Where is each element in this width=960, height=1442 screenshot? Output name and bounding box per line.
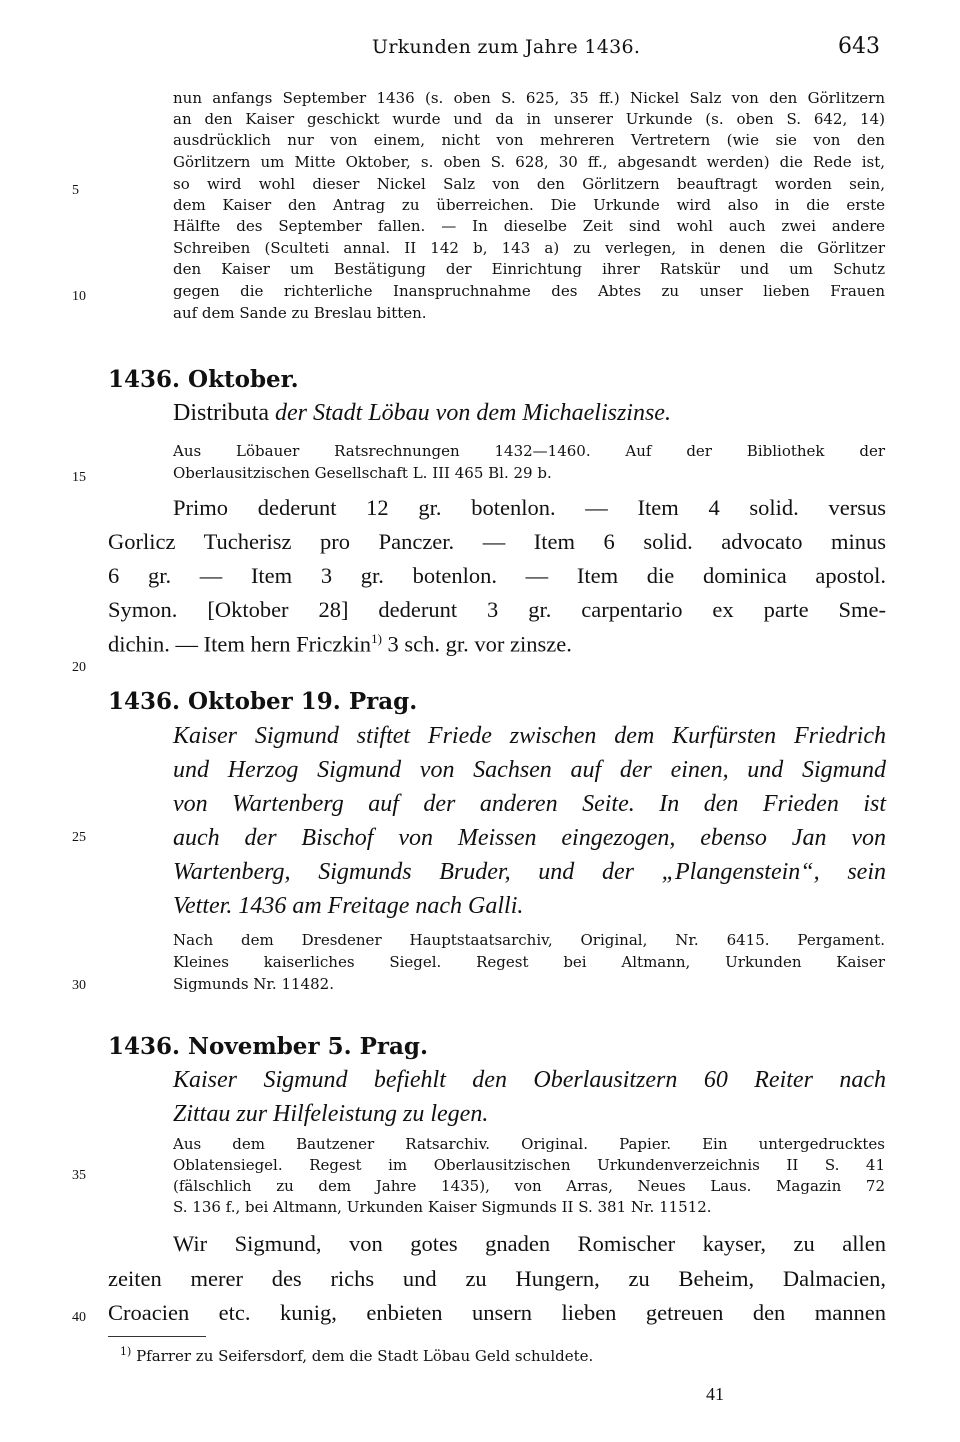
source-note: S. 136 f., bei Altmann, Urkunden Kaiser Sigmunds II S. 381 Nr. 11512. xyxy=(173,1198,712,1216)
source-note: Oberlausitzischen Gesellschaft L. III 465 Bl. 29 b. xyxy=(173,464,552,482)
intro-line: dem Kaiser den Antrag zu überreichen. Die Urkunde wird also in die erste xyxy=(173,196,885,214)
line-number: 40 xyxy=(72,1310,86,1325)
footnote-reference: 1) xyxy=(371,631,382,646)
intro-line: so wird wohl dieser Nickel Salz von den Görlitzern beauftragt worden sein, xyxy=(173,175,885,193)
regest-line: Wartenberg, Sigmunds Bruder, und der „Plangenstein“, sein xyxy=(173,859,886,885)
intro-line: den Kaiser um Bestätigung der Einrichtung ihrer Ratskür und um Schutz xyxy=(173,260,885,278)
text-line: zeiten merer des richs und zu Hungern, zu Beheim, Dalmacien, xyxy=(108,1266,886,1291)
source-note: (fälschlich zu dem Jahre 1435), von Arras, Neues Laus. Magazin 72 xyxy=(173,1177,885,1195)
entry-heading: 1436. November 5. Prag. xyxy=(108,1033,428,1060)
text-line: Croacien etc. kunig, enbieten unsern lieben getreuen den mannen xyxy=(108,1300,886,1325)
text-line: 6 gr. — Item 3 gr. botenlon. — Item die dominica apostol. xyxy=(108,563,886,588)
intro-line: auf dem Sande zu Breslau bitten. xyxy=(173,304,427,322)
title-italic: der Stadt Löbau von dem Michaeliszinse. xyxy=(275,400,671,426)
text-line: Primo dederunt 12 gr. botenlon. — Item 4 solid. versus xyxy=(173,495,886,520)
entry-heading: 1436. Oktober 19. Prag. xyxy=(108,688,418,715)
regest-line: Zittau zur Hilfeleistung zu legen. xyxy=(173,1101,489,1127)
line-number: 20 xyxy=(72,660,86,675)
intro-line: gegen die richterliche Inanspruchnahme des Abtes zu unser lieben Frauen xyxy=(173,282,885,300)
source-note: Nach dem Dresdener Hauptstaatsarchiv, Original, Nr. 6415. Pergament. xyxy=(173,931,885,949)
text-segment: dichin. — Item hern Friczkin xyxy=(108,631,372,657)
signature-mark: 41 xyxy=(706,1384,724,1404)
entry-title xyxy=(173,400,886,427)
regest-line: auch der Bischof von Meissen eingezogen, ebenso Jan von xyxy=(173,825,886,851)
line-number: 15 xyxy=(72,470,86,485)
source-note: Oblatensiegel. Regest im Oberlausitzischen Urkundenverzeichnis II S. 41 xyxy=(173,1156,885,1174)
regest-line: Kaiser Sigmund stiftet Friede zwischen dem Kurfürsten Friedrich xyxy=(173,723,886,749)
footnote-rule xyxy=(108,1336,206,1337)
line-number: 5 xyxy=(72,183,79,198)
regest-line: von Wartenberg auf der anderen Seite. In den Frieden ist xyxy=(173,791,886,817)
title-roman: Distributa xyxy=(173,400,269,426)
text-line: Gorlicz Tucherisz pro Panczer. — Item 6 solid. advocato minus xyxy=(108,529,886,554)
intro-line: Görlitzern um Mitte Oktober, s. oben S. 628, 30 ff., abgesandt werden) die Rede ist, xyxy=(173,153,885,171)
intro-line: Hälfte des September fallen. — In dieselbe Zeit sind wohl auch zwei andere xyxy=(173,217,885,235)
line-number: 10 xyxy=(72,289,86,304)
source-note: Sigmunds Nr. 11482. xyxy=(173,975,334,993)
text-line: Symon. [Oktober 28] dederunt 3 gr. carpentario ex parte Sme- xyxy=(108,597,886,622)
intro-line: an den Kaiser geschickt wurde und da in unserer Urkunde (s. oben S. 642, 14) xyxy=(173,110,885,128)
text-line xyxy=(108,631,886,658)
source-note: Kleines kaiserliches Siegel. Regest bei Altmann, Urkunden Kaiser xyxy=(173,953,885,971)
line-number: 30 xyxy=(72,978,86,993)
text-segment: 3 sch. gr. vor zinsze. xyxy=(381,631,572,657)
source-note: Aus dem Bautzener Ratsarchiv. Original. Papier. Ein untergedrucktes xyxy=(173,1135,885,1153)
running-title: Urkunden zum Jahre 1436. xyxy=(372,36,641,58)
footnote-mark: 1) xyxy=(120,1345,132,1358)
footnote xyxy=(120,1345,593,1365)
intro-line: ausdrücklich nur von einem, nicht von mehreren Vertretern (wie sie von den xyxy=(173,131,885,149)
footnote-text: Pfarrer zu Seifersdorf, dem die Stadt Löbau Geld schuldete. xyxy=(131,1347,594,1365)
intro-line: Schreiben (Sculteti annal. II 142 b, 143 a) zu verlegen, in denen die Görlitzer xyxy=(173,239,885,257)
regest-line: Vetter. 1436 am Freitage nach Galli. xyxy=(173,893,524,919)
source-note: Aus Löbauer Ratsrechnungen 1432—1460. Auf der Bibliothek der xyxy=(173,442,885,460)
regest-line: und Herzog Sigmund von Sachsen auf der einen, und Sigmund xyxy=(173,757,886,783)
line-number: 25 xyxy=(72,830,86,845)
text-line: Wir Sigmund, von gotes gnaden Romischer kayser, zu allen xyxy=(173,1231,886,1256)
intro-line: nun anfangs September 1436 (s. oben S. 625, 35 ff.) Nickel Salz von den Görlitzern xyxy=(173,89,885,107)
regest-line: Kaiser Sigmund befiehlt den Oberlausitzern 60 Reiter nach xyxy=(173,1067,886,1093)
line-number: 35 xyxy=(72,1168,86,1183)
entry-heading: 1436. Oktober. xyxy=(108,366,299,393)
page-number: 643 xyxy=(838,34,880,59)
